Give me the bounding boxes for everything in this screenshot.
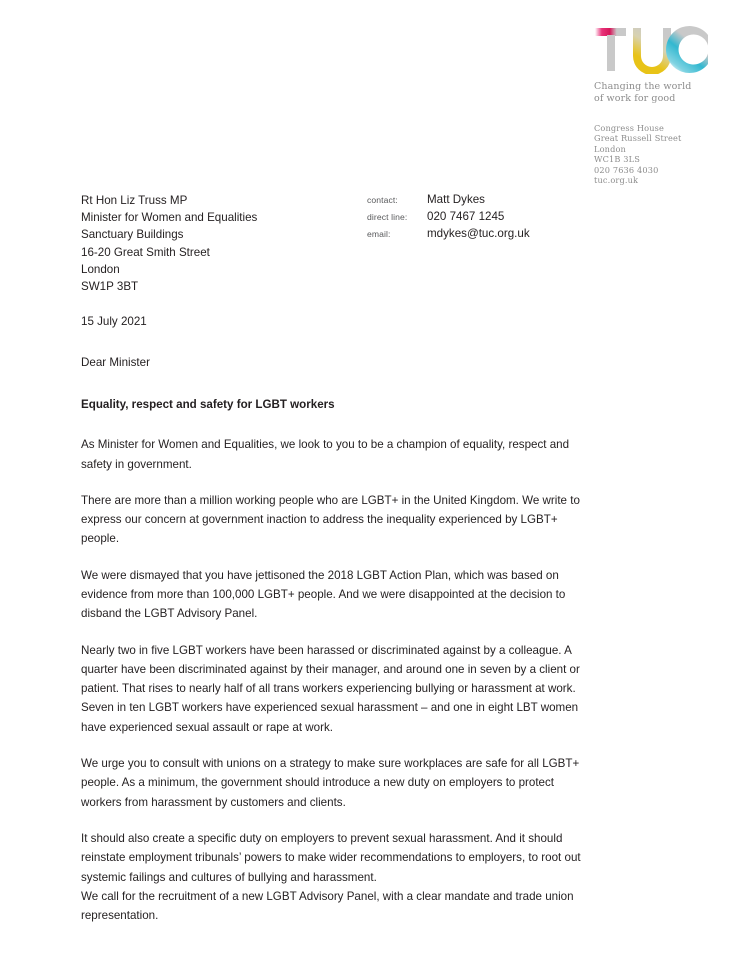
org-address-line: WC1B 3LS (594, 154, 640, 165)
org-address-line: Congress House (594, 123, 664, 133)
letter-content (81, 313, 593, 925)
contact-label: direct line: (367, 212, 408, 223)
letter-paragraph: We urge you to consult with unions on a strategy to make sure workplaces are safe for all LGBT+ people. As a minimum, the government should introduce a new duty on employers to protect workers from harassment by customers and clients. (81, 757, 580, 809)
logo-slogan-line-2: of work for good (594, 92, 676, 104)
letter-paragraph: Nearly two in five LGBT workers have been harassed or discriminated against by a colleague. A quarter have been discriminated against by their manager, and around one in seven by a client or patient. That rises to nearly half of all trans workers experiencing bullying or harassment at work. Seven in ten LGBT workers have experienced sexual harassment – and one in eight LBT women have experienced sexual assault or rape at work. (81, 643, 580, 734)
contact-details (367, 193, 587, 245)
logo-slogan (594, 81, 714, 104)
org-address-line: London (594, 143, 626, 154)
recipient-address (81, 192, 351, 295)
letterhead (594, 24, 714, 104)
contact-value-direct-line: 020 7467 1245 (427, 210, 505, 224)
recipient-line: Minister for Women and Equalities (81, 211, 258, 225)
letter-paragraph: It should also create a specific duty on employers to prevent sexual harassment. And it should reinstate employment tribunals’ powers to make wider recommendations to employers, to root out systemic failings and cultures of bullying and harassment. We call for the recruitment of a new LGBT Advisory Panel, with a clear mandate and trade union representation. (81, 831, 581, 923)
org-address-line: Great Russell Street (594, 133, 682, 144)
contact-label: email: (367, 229, 391, 240)
recipient-line: Rt Hon Liz Truss MP (81, 194, 188, 207)
org-address-website: tuc.org.uk (594, 175, 639, 186)
letter-paragraph: There are more than a million working people who are LGBT+ in the United Kingdom. We write to express our concern at government inaction to address the inequality experienced by LGBT+ people. (81, 493, 580, 546)
recipient-line: Sanctuary Buildings (81, 228, 184, 242)
contact-row-email (367, 227, 587, 244)
letter-subject-heading: Equality, respect and safety for LGBT workers (81, 397, 335, 411)
letter-date: 15 July 2021 (81, 315, 147, 328)
tuc-logo-icon (594, 24, 710, 74)
contact-value-email: mdykes@tuc.org.uk (427, 227, 530, 241)
recipient-line: 16-20 Great Smith Street (81, 245, 210, 259)
logo-slogan-line-1: Changing the world (594, 81, 692, 92)
recipient-line: SW1P 3BT (81, 280, 139, 294)
letter-paragraph: We were dismayed that you have jettisoned the 2018 LGBT Action Plan, which was based on evidence from more than 100,000 LGBT+ people. And we were disappointed at the decision to disband the LGBT Advisory Panel. (81, 568, 566, 621)
letter-salutation: Dear Minister (81, 356, 150, 370)
letter-paragraph: As Minister for Women and Equalities, we look to you to be a champion of equality, respect and safety in government. (81, 438, 570, 471)
org-address-phone: 020 7636 4030 (594, 164, 659, 175)
letter-body (81, 435, 593, 925)
contact-row-name (367, 193, 587, 210)
contact-label: contact: (367, 195, 398, 205)
contact-value-name: Matt Dykes (427, 193, 485, 206)
organisation-address (594, 123, 724, 185)
recipient-line: London (81, 262, 120, 276)
contact-row-direct-line (367, 210, 587, 227)
